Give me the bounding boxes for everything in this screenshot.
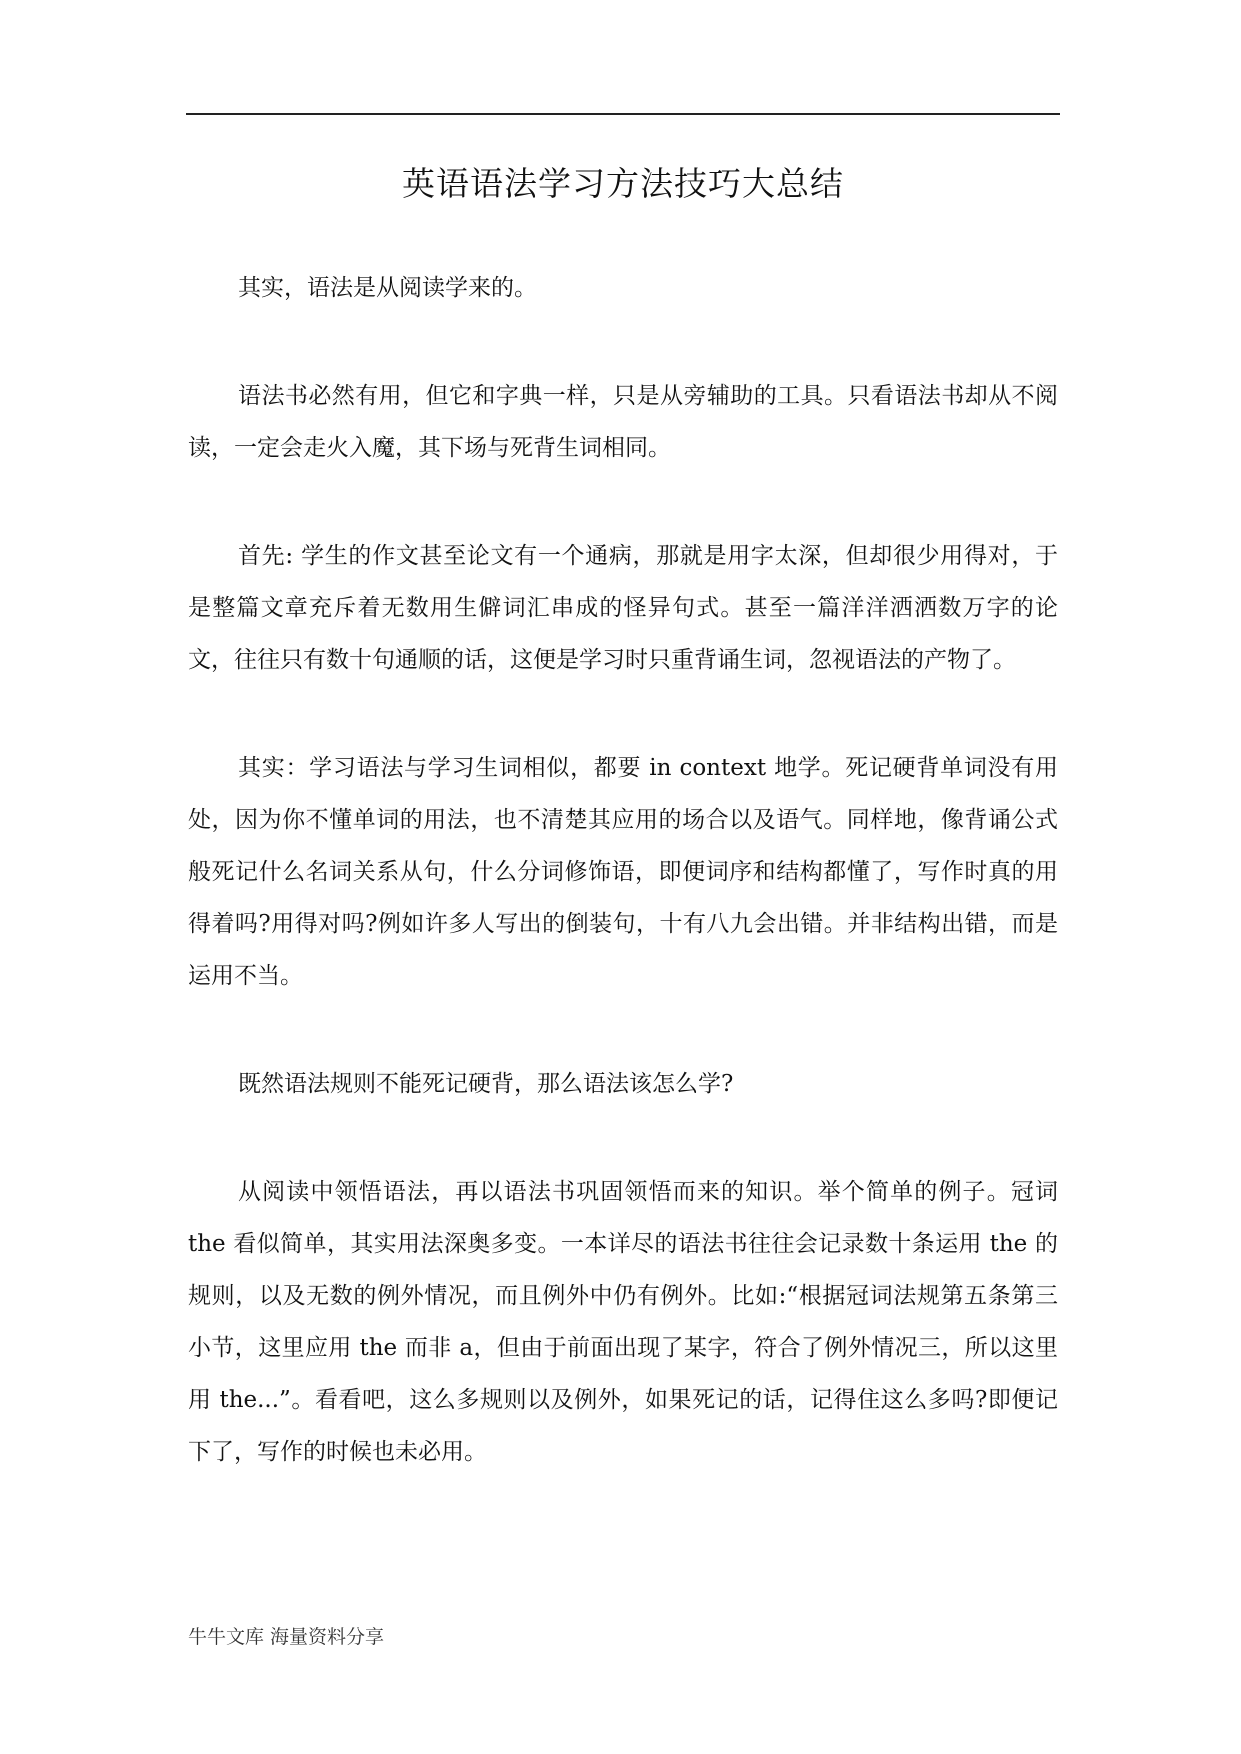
footer-text: 牛牛文库 海量资料分享: [188, 1626, 385, 1648]
header-rule: [186, 113, 1060, 115]
paragraph: 其实：学习语法与学习生词相似，都要 in context 地学。死记硬背单词没有用处，因为你不懂单词的用法，也不清楚其应用的场合以及语气。同样地，像背诵公式般死记什么名词关系从句，什么分词修饰语，即便词序和结构都懂了，写作时真的用得着吗?用得对吗?例如许多人写出的倒装句，十有八九会出错。并非结构出错，而是运用不当。: [188, 755, 1058, 989]
paragraph: 从阅读中领悟语法，再以语法书巩固领悟而来的知识。举个简单的例子。冠词 the 看似简单，其实用法深奥多变。一本详尽的语法书往往会记录数十条运用 the 的规则，以及无数的例外情况，而且例外中仍有例外。比如:“根据冠词法规第五条第三小节，这里应用 the 而非 a，但由于前面出现了某字，符合了例外情况三，所以这里用 the...”。看看吧，这么多规则以及例外，如果死记的话，记得住这么多吗?即便记下了，写作的时候也未必用。: [188, 1179, 1058, 1465]
paragraph: 其实，语法是从阅读学来的。: [238, 275, 537, 301]
paragraph: 首先: 学生的作文甚至论文有一个通病，那就是用字太深，但却很少用得对，于是整篇文章充斥着无数用生僻词汇串成的怪异句式。甚至一篇洋洋洒洒数万字的论文，往往只有数十句通顺的话，这便是学习时只重背诵生词，忽视语法的产物了。: [188, 543, 1058, 673]
paragraph: 语法书必然有用，但它和字典一样，只是从旁辅助的工具。只看语法书却从不阅读，一定会走火入魔，其下场与死背生词相同。: [188, 383, 1058, 461]
document-body: [188, 262, 1058, 1534]
document-title: 英语语法学习方法技巧大总结: [402, 164, 844, 203]
paragraph: 既然语法规则不能死记硬背，那么语法该怎么学?: [238, 1071, 734, 1097]
